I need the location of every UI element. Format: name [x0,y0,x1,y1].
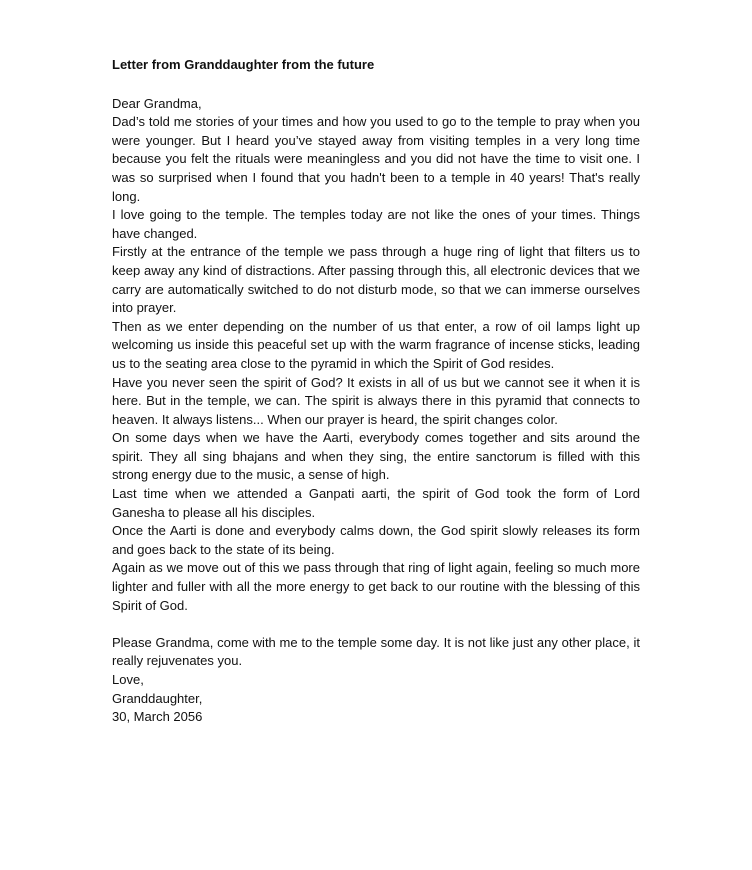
closing-paragraph: Please Grandma, come with me to the temple some day. It is not like just any other place, it really rejuvenates you. [112,634,640,669]
body-paragraph: Firstly at the entrance of the temple we pass through a huge ring of light that filters us to keep away any kind of distractions. After passing through this, all electronic devices that we carry are automatically switched to do not disturb mode, so that we can immerse ourselves into prayer. [112,244,640,316]
signoff: Love, [112,672,144,687]
body-paragraph: Then as we enter depending on the number of us that enter, a row of oil lamps light up welcoming us inside this peaceful set up with the warm fragrance of incense sticks, leading us to the seating area close to the pyramid in which the Spirit of God resides. [112,318,640,371]
body-paragraph: Have you never seen the spirit of God? It exists in all of us but we cannot see it when it is here. But in the temple, we can. The spirit is always there in this pyramid that connects to heaven. It always listens... When our prayer is heard, the spirit changes color. [112,374,640,427]
body-paragraph: Dad’s told me stories of your times and how you used to go to the temple to pray when you were younger. But I heard you’ve stayed away from visiting temples in a very long time because you felt the rituals were meaningless and you did not have the time to visit one. I was so surprised when I found that you hadn't been to a temple in 40 years! That's really long. [112,114,640,204]
body-paragraph: On some days when we have the Aarti, everybody comes together and sits around the spirit. They all sing bhajans and when they sing, the entire sanctorum is filled with this strong energy due to the music, a sense of high. [112,430,640,483]
letter-date: 30, March 2056 [112,709,203,725]
signature: Granddaughter, [112,690,203,706]
body-paragraph: Again as we move out of this we pass through that ring of light again, feeling so much more lighter and fuller with all the more energy to get back to our routine with the blessing of this Spirit of God. [112,560,640,613]
body-paragraph: Once the Aarti is done and everybody calms down, the God spirit slowly releases its form and goes back to the state of its being. [112,523,640,557]
salutation: Dear Grandma, [112,95,202,111]
letter-title: Letter from Granddaughter from the future [112,57,375,72]
body-paragraph: Last time when we attended a Ganpati aarti, the spirit of God took the form of Lord Ganesha to please all his disciples. [112,486,640,520]
body-paragraph: I love going to the temple. The temples today are not like the ones of your times. Things have changed. [112,207,640,241]
letter-page [112,56,640,727]
